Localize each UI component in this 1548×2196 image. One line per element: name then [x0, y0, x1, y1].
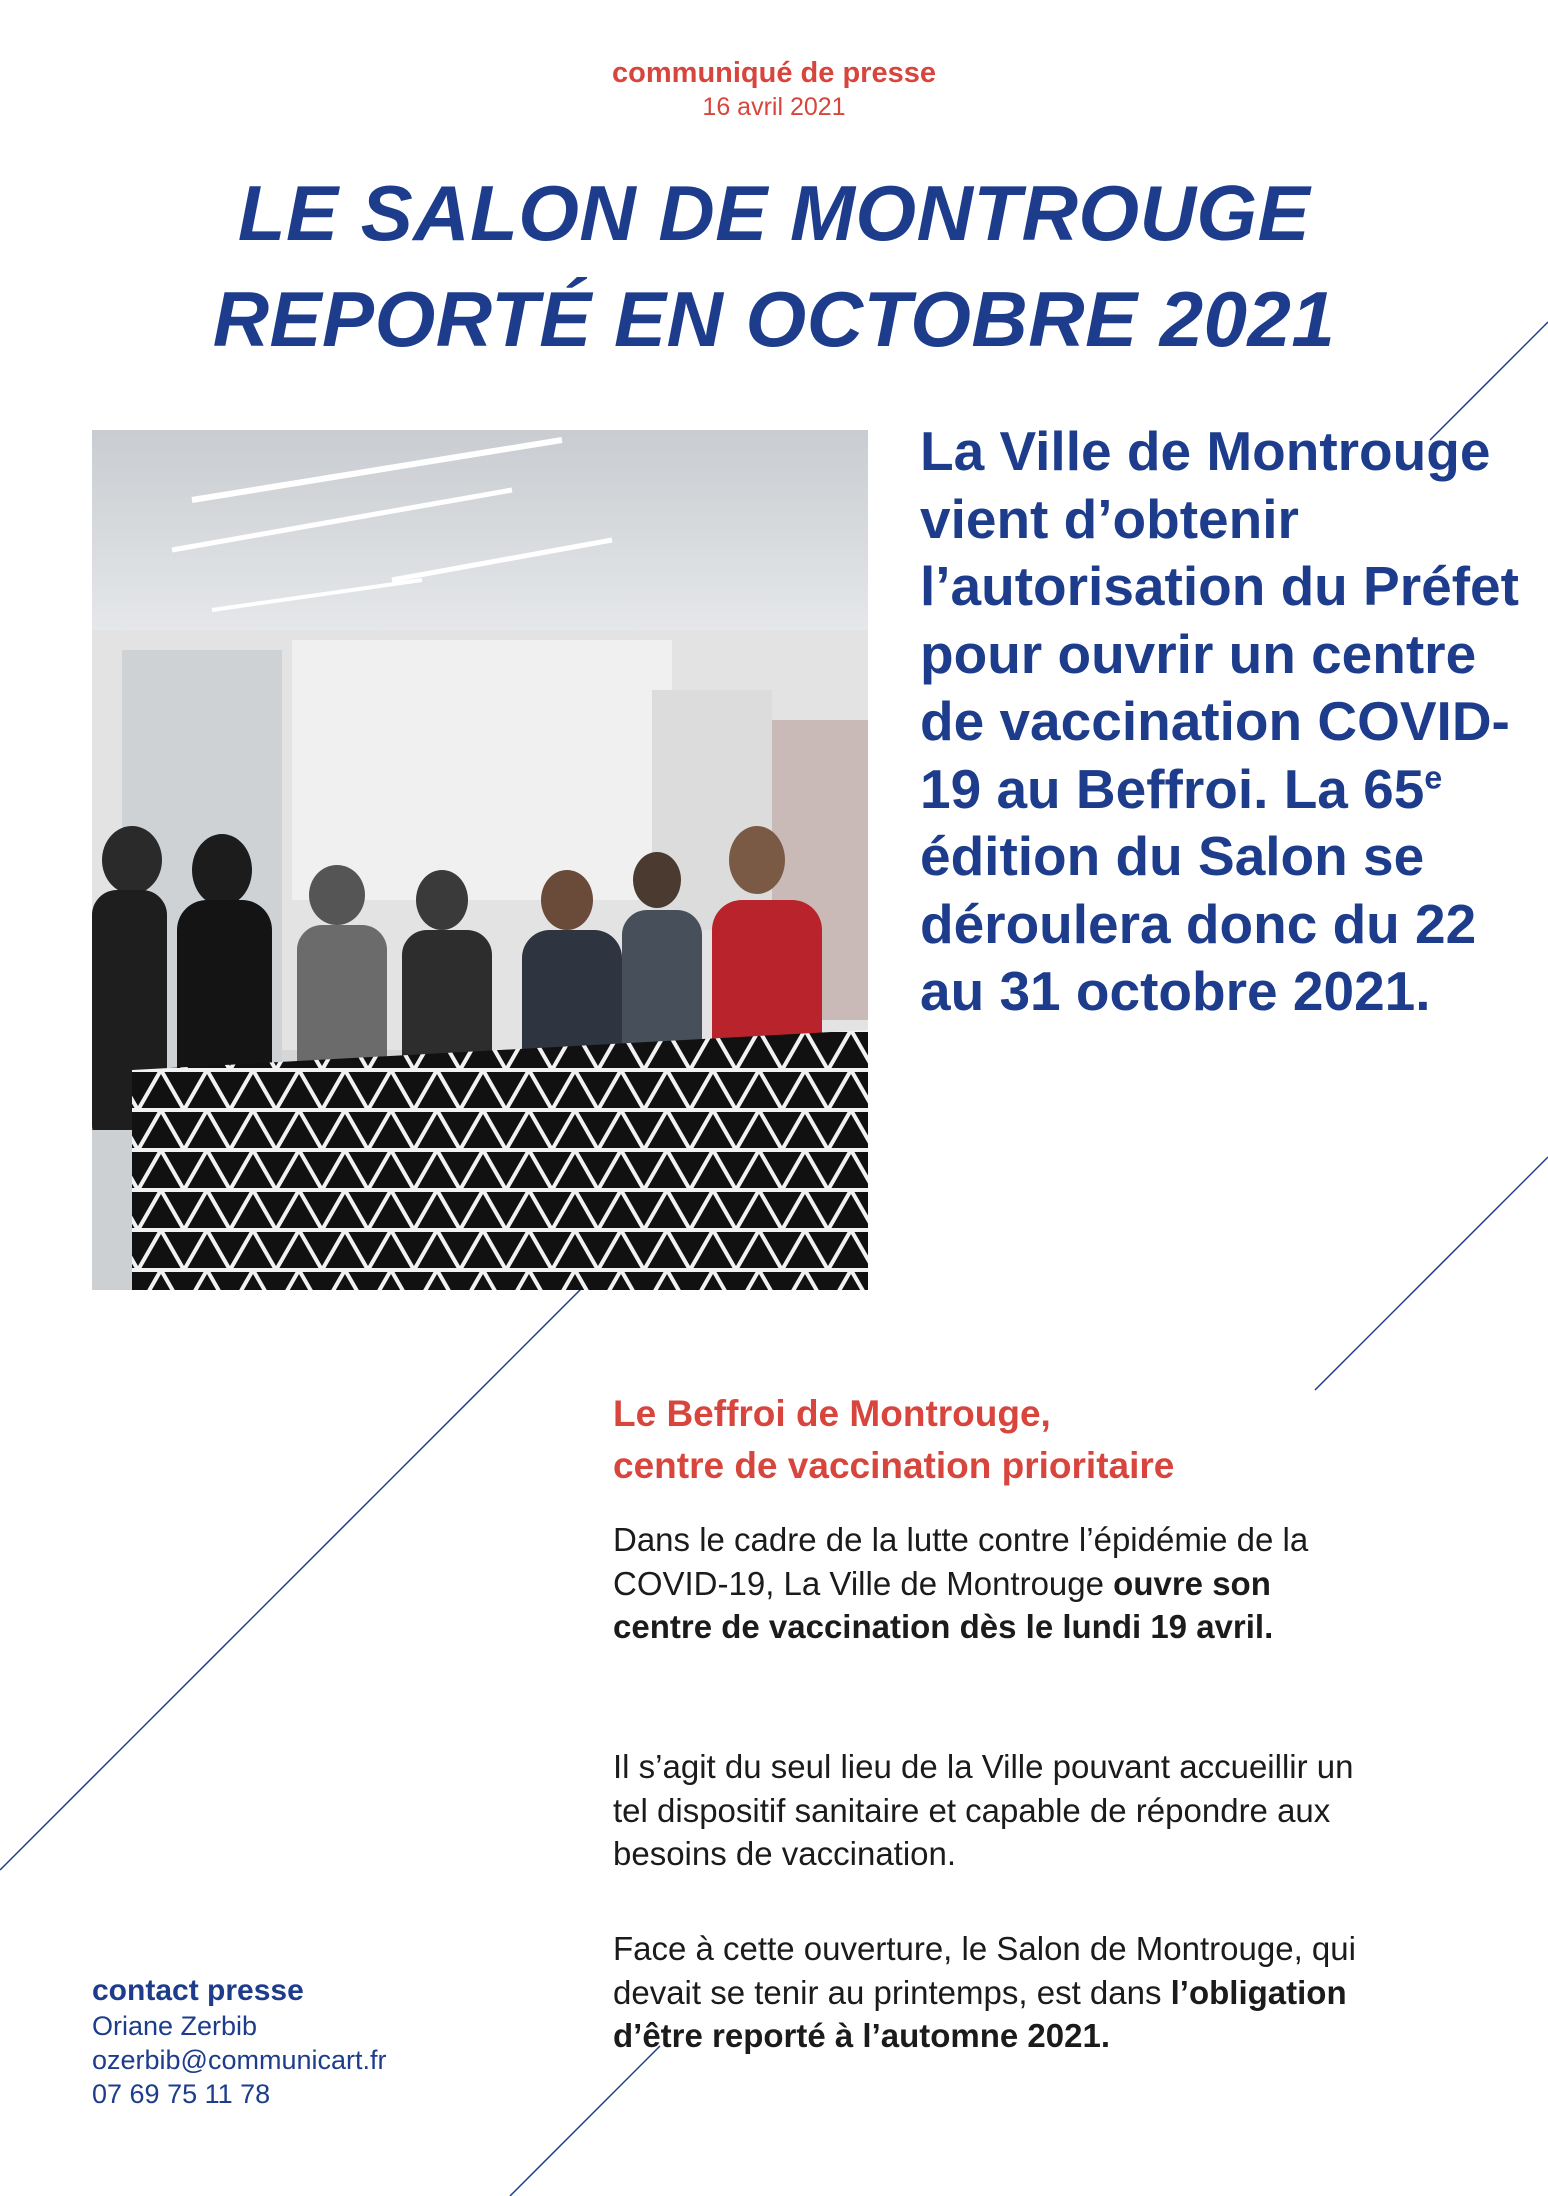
- page-title: [0, 160, 1548, 372]
- contact-name: Oriane Zerbib: [92, 2011, 258, 2041]
- exhibition-photo: [92, 430, 868, 1290]
- body-paragraph-3: [613, 1927, 1373, 2058]
- contact-phone[interactable]: 07 69 75 11 78: [92, 2079, 271, 2109]
- section-heading-line-2: centre de vaccination prioritaire: [613, 1445, 1175, 1486]
- paragraph-1-emphasis: ouvre son centre de vaccination dès le lundi 19 avril.: [613, 1564, 1274, 1645]
- title-line-1: LE SALON DE MONTROUGE: [237, 169, 1311, 257]
- lead-superscript: e: [1424, 759, 1443, 796]
- paragraph-3-emphasis: l’obligation d’être reporté à l’automne 2021.: [613, 1973, 1347, 2054]
- lead-text-part-1: La Ville de Montrouge vient d’obtenir l’autorisation du Préfet pour ouvrir un centre de vaccination COVID-19 au Beffroi. La 65: [920, 420, 1519, 820]
- paragraph-2-text: Il s’agit du seul lieu de la Ville pouvant accueillir un tel dispositif sanitaire et capable de répondre aux besoins de vaccination.: [613, 1748, 1354, 1872]
- lead-text-part-2: édition du Salon se déroulera donc du 22 au 31 octobre 2021.: [920, 825, 1477, 1022]
- press-release-label: communiqué de presse: [612, 57, 936, 89]
- press-contact-block: [92, 1973, 532, 2111]
- contact-title: contact presse: [92, 1974, 304, 2007]
- body-paragraph-2: [613, 1745, 1373, 1876]
- paragraph-1-text: Dans le cadre de la lutte contre l’épidémie de la COVID-19, La Ville de Montrouge: [613, 1521, 1309, 1602]
- paragraph-3-text: Face à cette ouverture, le Salon de Montrouge, qui devait se tenir au printemps, est dans: [613, 1930, 1356, 2011]
- lead-paragraph: [920, 418, 1520, 1026]
- contact-email-link[interactable]: ozerbib@communicart.fr: [92, 2045, 387, 2075]
- body-paragraph-1: [613, 1518, 1373, 1649]
- release-date: 16 avril 2021: [702, 93, 846, 121]
- section-heading: [613, 1388, 1373, 1492]
- section-heading-line-1: Le Beffroi de Montrouge,: [613, 1393, 1051, 1434]
- title-line-2: REPORTÉ EN OCTOBRE 2021: [212, 275, 1336, 363]
